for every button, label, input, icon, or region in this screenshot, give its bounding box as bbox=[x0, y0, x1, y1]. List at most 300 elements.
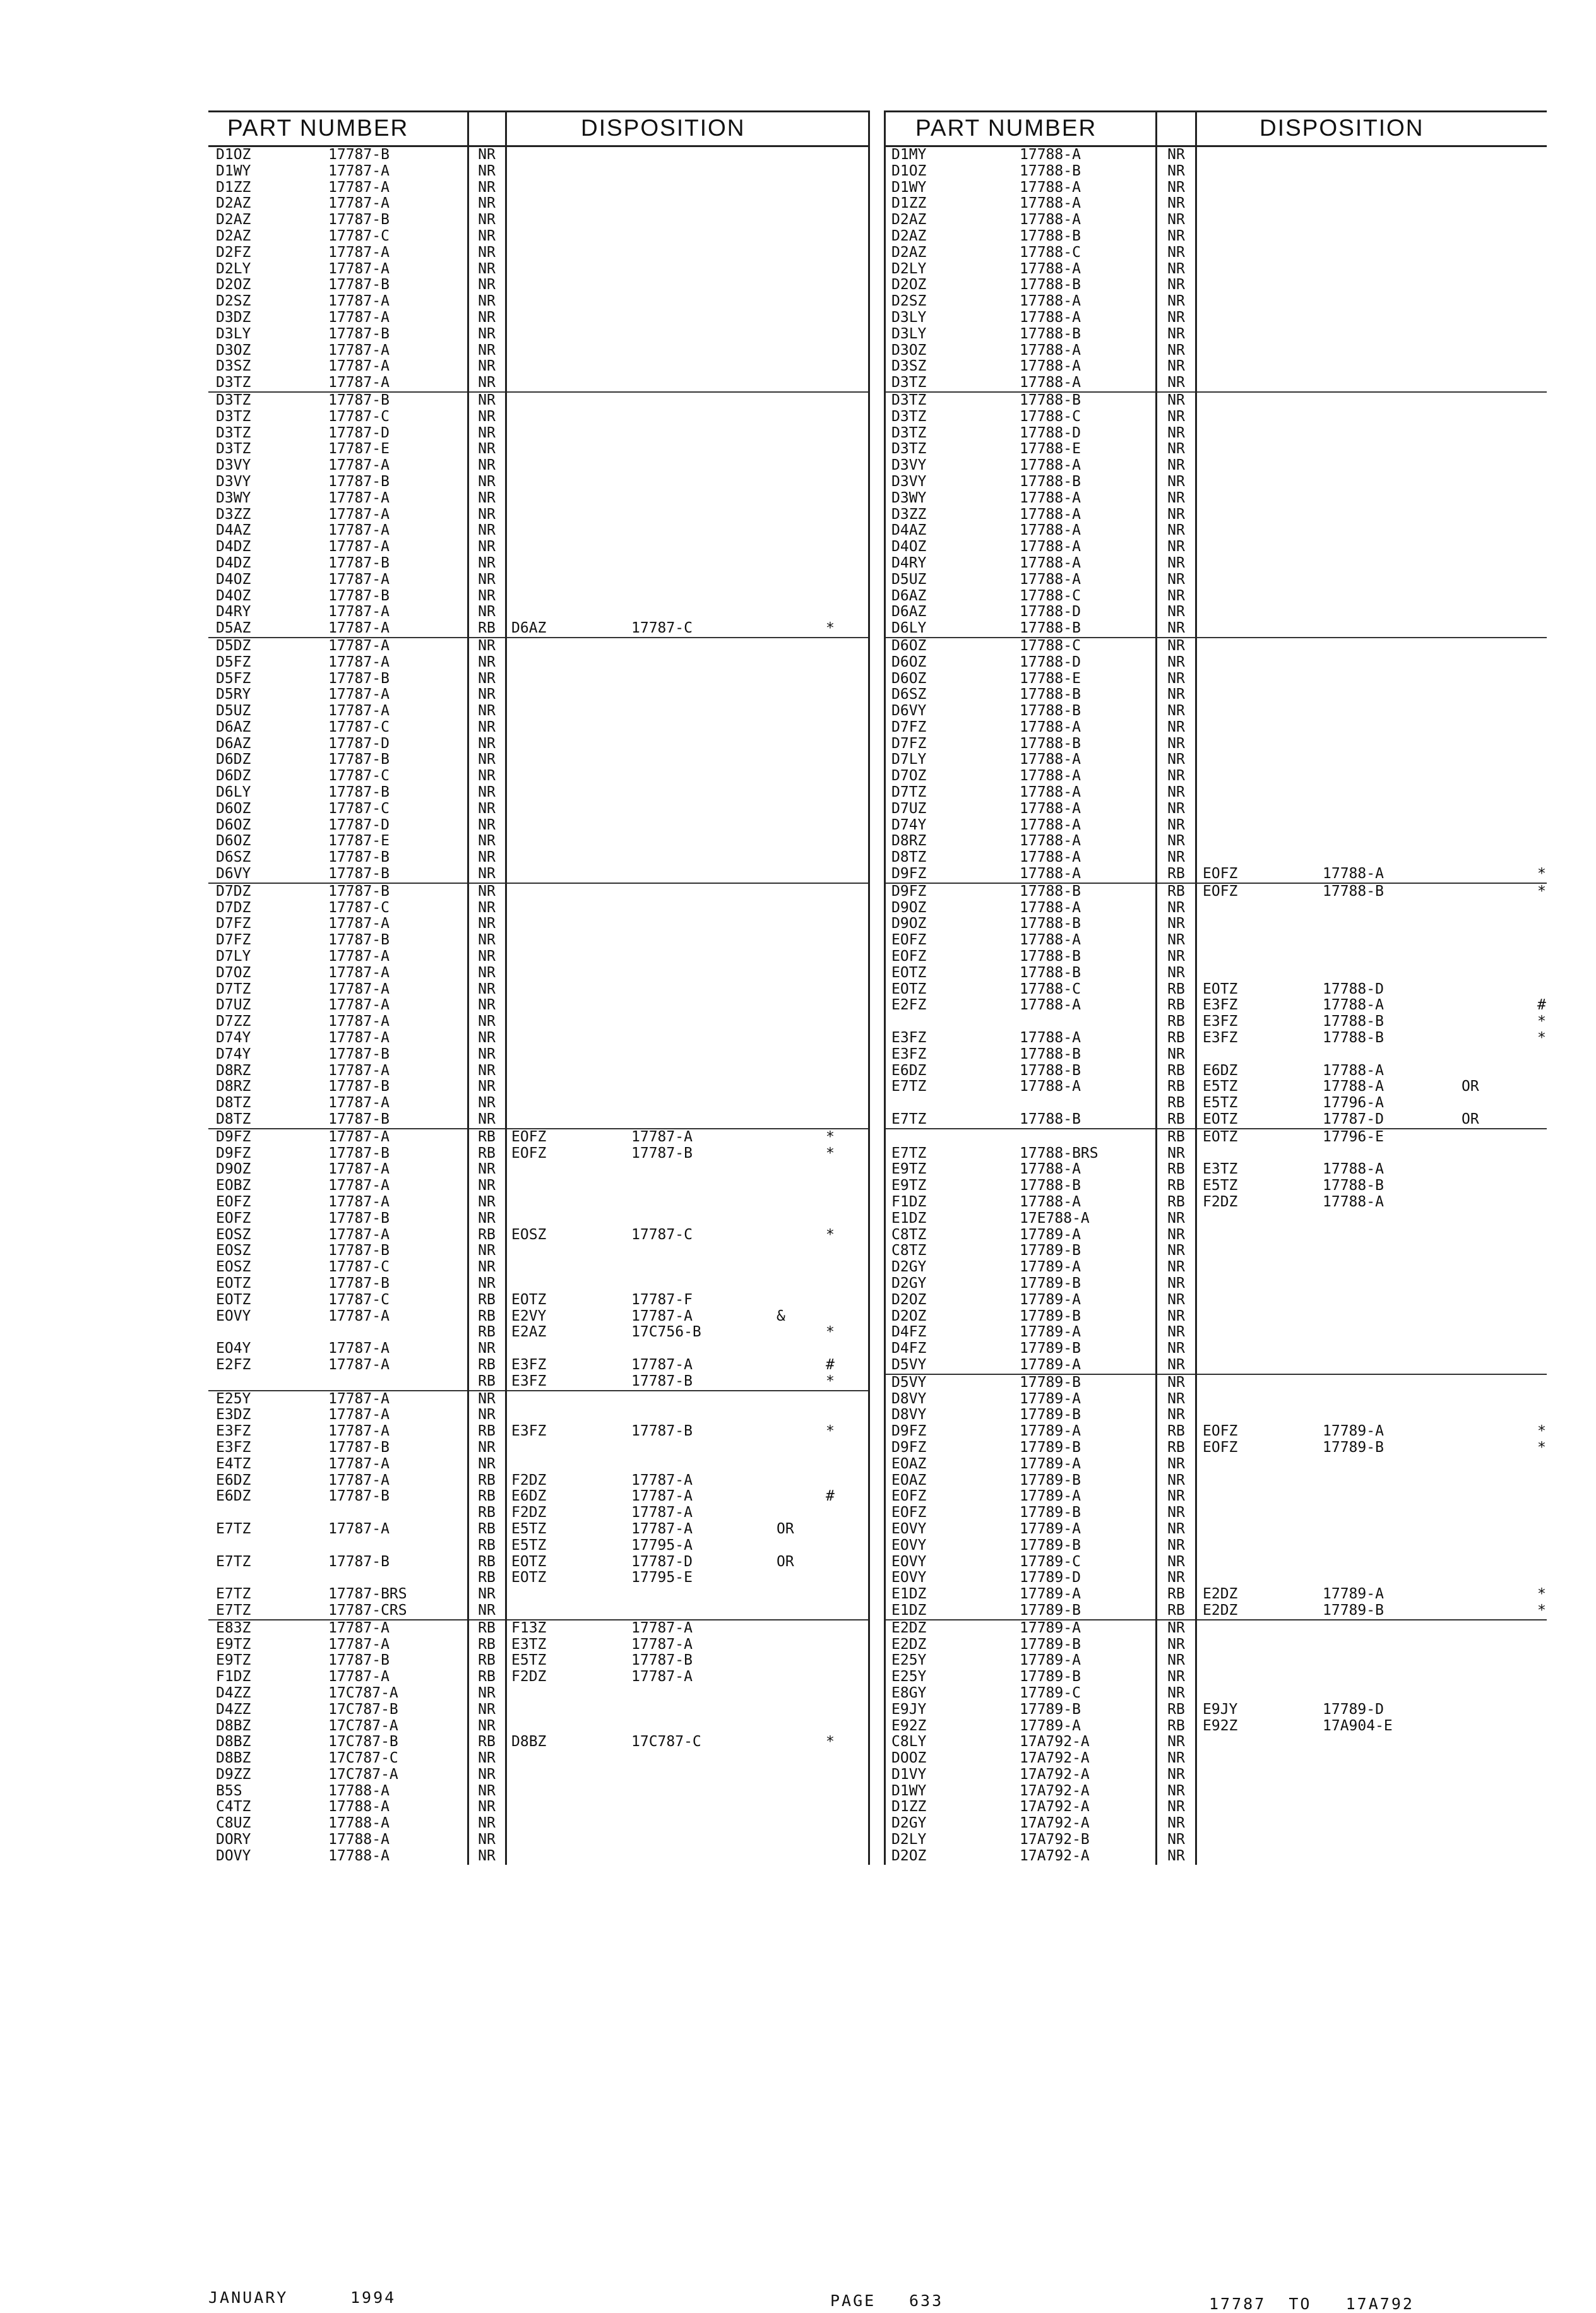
part-code: D3VY bbox=[891, 457, 927, 474]
part-number: 17788-A bbox=[328, 1799, 390, 1816]
part-number: 17788-A bbox=[1020, 1161, 1081, 1178]
part-number: 17787-B bbox=[328, 1652, 390, 1669]
table-row bbox=[208, 997, 868, 1014]
disposition-code: RB bbox=[478, 1668, 496, 1686]
table-row bbox=[884, 1341, 1547, 1357]
part-code: C8TZ bbox=[891, 1242, 927, 1259]
table-row bbox=[884, 1832, 1547, 1848]
disposition-code: NR bbox=[1167, 211, 1185, 229]
part-number: 17787-B bbox=[328, 146, 390, 163]
table-row bbox=[208, 1505, 868, 1521]
table-row bbox=[208, 1324, 868, 1341]
part-number: 17788-B bbox=[1020, 162, 1081, 179]
disposition-note: OR bbox=[777, 1520, 794, 1537]
table-row bbox=[884, 441, 1547, 458]
disposition-code: NR bbox=[478, 1194, 496, 1210]
part-number: 17788-A bbox=[1020, 195, 1081, 212]
part-code: D3TZ bbox=[216, 374, 251, 391]
disposition-code: NR bbox=[1167, 1636, 1185, 1653]
part-number: 17787-A bbox=[328, 1177, 390, 1194]
disposition-code: NR bbox=[478, 997, 496, 1014]
part-number: 17788-B bbox=[1020, 1062, 1081, 1079]
part-number: 17788-B bbox=[1020, 915, 1081, 932]
table-row bbox=[884, 1686, 1547, 1702]
table-row bbox=[884, 1391, 1547, 1408]
table-row bbox=[208, 326, 868, 343]
disposition-code: NR bbox=[478, 1602, 496, 1619]
disposition-code: NR bbox=[478, 1062, 496, 1079]
table-row bbox=[884, 1751, 1547, 1767]
disposition-code: RB bbox=[1167, 1095, 1185, 1112]
part-number: 17787-B bbox=[328, 554, 390, 571]
table-row bbox=[208, 965, 868, 982]
disposition-code: RB bbox=[1167, 980, 1185, 997]
disposition-code: NR bbox=[478, 227, 496, 244]
part-number: 17789-B bbox=[1020, 1472, 1081, 1489]
table-row bbox=[884, 1702, 1547, 1718]
disposition-code: NR bbox=[1167, 1847, 1185, 1864]
disposition-code: NR bbox=[478, 686, 496, 703]
disposition-code: NR bbox=[478, 1750, 496, 1767]
part-number: 17789-A bbox=[1020, 1455, 1081, 1472]
table-row bbox=[208, 703, 868, 720]
part-code: E6DZ bbox=[891, 1062, 927, 1079]
replacement-number: 17787-B bbox=[631, 1145, 693, 1162]
table-row bbox=[208, 474, 868, 491]
part-number: 17787-A bbox=[328, 703, 390, 720]
part-code: E83Z bbox=[216, 1619, 251, 1636]
table-row bbox=[884, 539, 1547, 556]
part-number: 17787-A bbox=[328, 342, 390, 359]
part-code: D3WY bbox=[216, 489, 251, 506]
table-row bbox=[884, 965, 1547, 982]
disposition-note: OR bbox=[1462, 1078, 1479, 1095]
part-code: D1ZZ bbox=[891, 195, 927, 212]
note-mark: * bbox=[826, 1733, 835, 1751]
disposition-code: RB bbox=[478, 1537, 496, 1554]
disposition-code: NR bbox=[1167, 686, 1185, 703]
footer-page-number: 633 bbox=[909, 2292, 944, 2310]
part-code: E9TZ bbox=[216, 1652, 251, 1669]
part-number: 17A792-A bbox=[1020, 1750, 1090, 1767]
part-code: D9FZ bbox=[891, 1423, 927, 1440]
replacement-code: E2AZ bbox=[511, 1324, 547, 1341]
part-number: 17787-B bbox=[328, 1145, 390, 1162]
disposition-note: OR bbox=[1462, 1111, 1479, 1128]
disposition-code: NR bbox=[478, 800, 496, 817]
part-code: D1WY bbox=[891, 179, 927, 196]
part-number: 17788-A bbox=[1020, 833, 1081, 850]
disposition-code: NR bbox=[478, 670, 496, 687]
table-row bbox=[208, 1227, 868, 1244]
disposition-code: NR bbox=[1167, 473, 1185, 490]
disposition-code: NR bbox=[478, 211, 496, 229]
disposition-code: NR bbox=[478, 571, 496, 588]
part-number: 17789-B bbox=[1020, 1374, 1081, 1391]
part-number: 17789-B bbox=[1020, 1701, 1081, 1718]
table-row bbox=[884, 375, 1547, 393]
disposition-code: NR bbox=[478, 408, 496, 425]
part-number: 17788-A bbox=[1020, 457, 1081, 474]
part-number: 17787-A bbox=[328, 1307, 390, 1324]
table-row bbox=[208, 1063, 868, 1079]
disposition-code: RB bbox=[478, 1472, 496, 1489]
part-number: 17787-B bbox=[328, 1242, 390, 1259]
disposition-code: NR bbox=[478, 309, 496, 326]
part-code: D7DZ bbox=[216, 883, 251, 900]
part-number: 17787-A bbox=[328, 1423, 390, 1440]
part-number: 17788-A bbox=[328, 1847, 390, 1864]
disposition-code: NR bbox=[478, 1586, 496, 1603]
part-code: D3OZ bbox=[891, 342, 927, 359]
table-row bbox=[208, 147, 868, 164]
part-code: E3FZ bbox=[891, 1045, 927, 1062]
replacement-code: EOTZ bbox=[511, 1569, 547, 1586]
disposition-code: NR bbox=[478, 260, 496, 277]
part-number: 17787-A bbox=[328, 980, 390, 997]
part-number: 17789-B bbox=[1020, 1242, 1081, 1259]
part-code: E6DZ bbox=[216, 1488, 251, 1505]
disposition-code: NR bbox=[1167, 1668, 1185, 1686]
part-code: DORY bbox=[216, 1831, 251, 1848]
part-code: D3WY bbox=[891, 489, 927, 506]
note-mark: * bbox=[826, 1145, 835, 1162]
table-row bbox=[208, 655, 868, 671]
table-row bbox=[884, 720, 1547, 736]
table-row bbox=[884, 1178, 1547, 1194]
part-number: 17787-A bbox=[328, 1455, 390, 1472]
part-number: 17787-A bbox=[328, 1340, 390, 1357]
part-number: 17788-A bbox=[1020, 1194, 1081, 1210]
disposition-code: NR bbox=[1167, 1045, 1185, 1062]
part-number: 17787-B bbox=[328, 865, 390, 883]
part-code: D2SZ bbox=[216, 293, 251, 310]
table-row bbox=[884, 1734, 1547, 1751]
part-number: 17787-A bbox=[328, 179, 390, 196]
table-row bbox=[884, 196, 1547, 212]
part-code: D5RY bbox=[216, 686, 251, 703]
disposition-code: NR bbox=[478, 980, 496, 997]
replacement-code: EOFZ bbox=[1203, 1423, 1238, 1440]
table-row bbox=[208, 393, 868, 409]
part-number: 17788-B bbox=[1020, 686, 1081, 703]
part-code: E25Y bbox=[891, 1668, 927, 1686]
note-mark: * bbox=[1537, 1013, 1546, 1030]
part-code: D2FZ bbox=[216, 244, 251, 261]
table-row bbox=[884, 277, 1547, 294]
table-row bbox=[208, 425, 868, 442]
part-number: 17789-A bbox=[1020, 1423, 1081, 1440]
table-row bbox=[208, 1211, 868, 1227]
disposition-code: RB bbox=[478, 1307, 496, 1324]
part-code: D3TZ bbox=[891, 441, 927, 458]
part-code: D6SZ bbox=[216, 849, 251, 866]
part-code: D9FZ bbox=[891, 883, 927, 900]
table-row bbox=[884, 1669, 1547, 1686]
table-row bbox=[208, 196, 868, 212]
part-number: 17788-A bbox=[1020, 342, 1081, 359]
part-number: 17789-A bbox=[1020, 1652, 1081, 1669]
disposition-code: NR bbox=[478, 1717, 496, 1734]
disposition-code: NR bbox=[1167, 358, 1185, 375]
disposition-note: & bbox=[777, 1307, 785, 1324]
disposition-header: DISPOSITION bbox=[581, 115, 746, 141]
table-row bbox=[208, 180, 868, 196]
part-code: D3TZ bbox=[216, 424, 251, 441]
disposition-code: NR bbox=[1167, 768, 1185, 785]
disposition-code: NR bbox=[478, 1701, 496, 1718]
disposition-code: NR bbox=[478, 1111, 496, 1128]
part-code: E6DZ bbox=[216, 1472, 251, 1489]
part-number: 17787-A bbox=[328, 358, 390, 375]
part-number: 17787-D bbox=[328, 816, 390, 833]
part-code: D4FZ bbox=[891, 1324, 927, 1341]
part-code: D3TZ bbox=[216, 408, 251, 425]
disposition-code: RB bbox=[1167, 1128, 1185, 1145]
part-number: 17789-B bbox=[1020, 1307, 1081, 1324]
disposition-code: NR bbox=[478, 293, 496, 310]
part-code: EOVY bbox=[891, 1537, 927, 1554]
part-code: EOBZ bbox=[216, 1177, 251, 1194]
part-code: E1DZ bbox=[891, 1602, 927, 1619]
part-number: 17787-D bbox=[328, 735, 390, 752]
part-number: 17788-D bbox=[1020, 604, 1081, 621]
part-code: D6AZ bbox=[891, 604, 927, 621]
replacement-number: 17788-B bbox=[1323, 1013, 1384, 1030]
part-number: 17C787-A bbox=[328, 1684, 398, 1701]
table-row bbox=[884, 1456, 1547, 1473]
disposition-code: NR bbox=[1167, 1259, 1185, 1276]
part-number: 17788-B bbox=[1020, 620, 1081, 637]
part-number: 17787-A bbox=[328, 948, 390, 965]
part-number: 17788-A bbox=[1020, 293, 1081, 310]
part-code: E3FZ bbox=[891, 1030, 927, 1047]
part-code: D6OZ bbox=[216, 816, 251, 833]
disposition-code: NR bbox=[1167, 1553, 1185, 1570]
replacement-number: 17787-D bbox=[631, 1553, 693, 1570]
part-number: 17788-A bbox=[1020, 865, 1081, 883]
table-row bbox=[208, 1570, 868, 1586]
part-number: 17789-A bbox=[1020, 1291, 1081, 1308]
disposition-code: NR bbox=[478, 374, 496, 391]
note-mark: * bbox=[1537, 883, 1546, 900]
table-row bbox=[884, 785, 1547, 801]
disposition-code: NR bbox=[478, 784, 496, 801]
disposition-code: NR bbox=[1167, 391, 1185, 408]
disposition-code: NR bbox=[1167, 849, 1185, 866]
disposition-code: RB bbox=[1167, 997, 1185, 1014]
replacement-number: 17A904-E bbox=[1323, 1717, 1393, 1734]
part-number: 17788-A bbox=[1020, 751, 1081, 768]
note-mark: * bbox=[1537, 865, 1546, 883]
table-row bbox=[208, 1653, 868, 1669]
disposition-code: NR bbox=[1167, 833, 1185, 850]
table-row bbox=[884, 1292, 1547, 1309]
disposition-note: OR bbox=[777, 1553, 794, 1570]
part-code: F1DZ bbox=[216, 1668, 251, 1686]
replacement-number: 17787-B bbox=[631, 1423, 693, 1440]
replacement-code: EOFZ bbox=[511, 1128, 547, 1145]
disposition-code: RB bbox=[478, 620, 496, 637]
part-code: D2OZ bbox=[891, 1291, 927, 1308]
disposition-code: NR bbox=[1167, 489, 1185, 506]
replacement-code: E3TZ bbox=[1203, 1161, 1238, 1178]
table-row bbox=[884, 1620, 1547, 1637]
table-row bbox=[208, 1374, 868, 1391]
disposition-code: NR bbox=[478, 473, 496, 490]
part-number: 17788-B bbox=[1020, 227, 1081, 244]
part-number: 17788-C bbox=[1020, 244, 1081, 261]
part-number: 17787-A bbox=[328, 309, 390, 326]
table-row bbox=[208, 638, 868, 655]
replacement-number: 17795-A bbox=[631, 1537, 693, 1554]
part-code: D8TZ bbox=[891, 849, 927, 866]
disposition-code: NR bbox=[478, 391, 496, 408]
part-number: 17789-B bbox=[1020, 1406, 1081, 1424]
disposition-code: NR bbox=[1167, 1324, 1185, 1341]
part-code: D3LY bbox=[216, 325, 251, 342]
part-code: D5VY bbox=[891, 1356, 927, 1373]
table-row bbox=[208, 1276, 868, 1292]
replacement-code: E92Z bbox=[1203, 1717, 1238, 1734]
replacement-code: E3FZ bbox=[511, 1372, 547, 1389]
table-row bbox=[208, 752, 868, 768]
table-row bbox=[208, 1702, 868, 1718]
replacement-code: E2DZ bbox=[1203, 1586, 1238, 1603]
table-row bbox=[208, 1243, 868, 1259]
replacement-number: 17788-A bbox=[1323, 1078, 1384, 1095]
part-code: EOTZ bbox=[216, 1291, 251, 1308]
part-code: D7FZ bbox=[216, 932, 251, 949]
table-row bbox=[884, 703, 1547, 720]
table-row bbox=[884, 638, 1547, 655]
part-code: D7LY bbox=[891, 751, 927, 768]
disposition-code: NR bbox=[1167, 784, 1185, 801]
disposition-code: NR bbox=[478, 195, 496, 212]
part-code: D8RZ bbox=[891, 833, 927, 850]
part-code: D7ZZ bbox=[216, 1013, 251, 1030]
disposition-code: RB bbox=[1167, 865, 1185, 883]
right-table-header bbox=[884, 110, 1547, 147]
part-code: E7TZ bbox=[216, 1520, 251, 1537]
table-row bbox=[884, 1095, 1547, 1112]
part-code: D4OZ bbox=[216, 571, 251, 588]
table-row bbox=[208, 801, 868, 818]
part-code: EOFZ bbox=[216, 1210, 251, 1227]
part-number: 17788-C bbox=[1020, 587, 1081, 604]
part-number: 17787-B bbox=[328, 1078, 390, 1095]
part-code: D2OZ bbox=[891, 1307, 927, 1324]
replacement-number: 17789-A bbox=[1323, 1423, 1384, 1440]
part-code: DOVY bbox=[216, 1847, 251, 1864]
part-number: 17788-A bbox=[1020, 522, 1081, 539]
table-row bbox=[208, 229, 868, 245]
table-row bbox=[884, 1309, 1547, 1325]
disposition-code: NR bbox=[478, 735, 496, 752]
disposition-code: NR bbox=[1167, 1750, 1185, 1767]
table-row bbox=[208, 375, 868, 393]
part-number: 17787-C bbox=[328, 408, 390, 425]
disposition-code: RB bbox=[478, 1636, 496, 1653]
footer-month: JANUARY bbox=[208, 2288, 289, 2307]
part-number: 17787-A bbox=[328, 1390, 390, 1407]
replacement-number: 17787-A bbox=[631, 1668, 693, 1686]
table-row bbox=[208, 1637, 868, 1653]
table-row bbox=[208, 1603, 868, 1620]
note-mark: * bbox=[826, 1128, 835, 1145]
part-number: 17787-E bbox=[328, 441, 390, 458]
part-number: 17787-A bbox=[328, 522, 390, 539]
part-code: D1ZZ bbox=[216, 179, 251, 196]
table-row bbox=[884, 393, 1547, 409]
disposition-code: NR bbox=[478, 554, 496, 571]
disposition-code: NR bbox=[1167, 670, 1185, 687]
table-row bbox=[208, 850, 868, 866]
part-number: 17788-C bbox=[1020, 980, 1081, 997]
table-row bbox=[208, 1473, 868, 1489]
disposition-code: NR bbox=[1167, 1537, 1185, 1554]
part-code: D7OZ bbox=[891, 768, 927, 785]
part-number: 17789-A bbox=[1020, 1619, 1081, 1636]
part-number: 17789-A bbox=[1020, 1356, 1081, 1373]
table-row bbox=[884, 261, 1547, 278]
replacement-number: 17788-A bbox=[1323, 865, 1384, 883]
table-row bbox=[884, 1162, 1547, 1178]
part-code: D3VY bbox=[891, 473, 927, 490]
column-divider bbox=[505, 110, 507, 1865]
part-number: 17788-A bbox=[1020, 260, 1081, 277]
table-row bbox=[208, 1112, 868, 1129]
table-row bbox=[208, 164, 868, 180]
table-row bbox=[208, 1440, 868, 1456]
part-code: D8BZ bbox=[216, 1717, 251, 1734]
disposition-code: NR bbox=[1167, 1275, 1185, 1292]
part-code: EOVY bbox=[891, 1553, 927, 1570]
part-number: 17788-A bbox=[1020, 1078, 1081, 1095]
disposition-code: NR bbox=[478, 1210, 496, 1227]
disposition-code: RB bbox=[1167, 1602, 1185, 1619]
part-number: 17787-B bbox=[328, 751, 390, 768]
disposition-code: NR bbox=[1167, 441, 1185, 458]
replacement-code: F13Z bbox=[511, 1619, 547, 1636]
part-code: D1OZ bbox=[891, 162, 927, 179]
disposition-code: NR bbox=[1167, 1815, 1185, 1832]
part-number: 17787-A bbox=[328, 293, 390, 310]
right-table-rows bbox=[884, 147, 1547, 1865]
part-number: 17787-C bbox=[328, 899, 390, 916]
part-code: D9OZ bbox=[216, 1161, 251, 1178]
disposition-code: RB bbox=[1167, 1701, 1185, 1718]
part-code: EOTZ bbox=[891, 980, 927, 997]
part-code: D74Y bbox=[216, 1045, 251, 1062]
table-row bbox=[208, 833, 868, 850]
part-code: D3TZ bbox=[216, 441, 251, 458]
part-code: D4OZ bbox=[216, 587, 251, 604]
replacement-code: E5TZ bbox=[1203, 1177, 1238, 1194]
part-number: 17787-A bbox=[328, 964, 390, 981]
table-row bbox=[884, 1227, 1547, 1244]
table-row bbox=[884, 1030, 1547, 1047]
part-number: 17C787-A bbox=[328, 1766, 398, 1783]
disposition-code: NR bbox=[478, 948, 496, 965]
table-row bbox=[884, 294, 1547, 310]
part-number: 17787-A bbox=[328, 1356, 390, 1373]
replacement-number: 17787-F bbox=[631, 1291, 693, 1308]
part-number: 17788-B bbox=[1020, 703, 1081, 720]
replacement-code: EOFZ bbox=[1203, 1439, 1238, 1456]
table-row bbox=[208, 539, 868, 556]
table-row bbox=[884, 507, 1547, 523]
